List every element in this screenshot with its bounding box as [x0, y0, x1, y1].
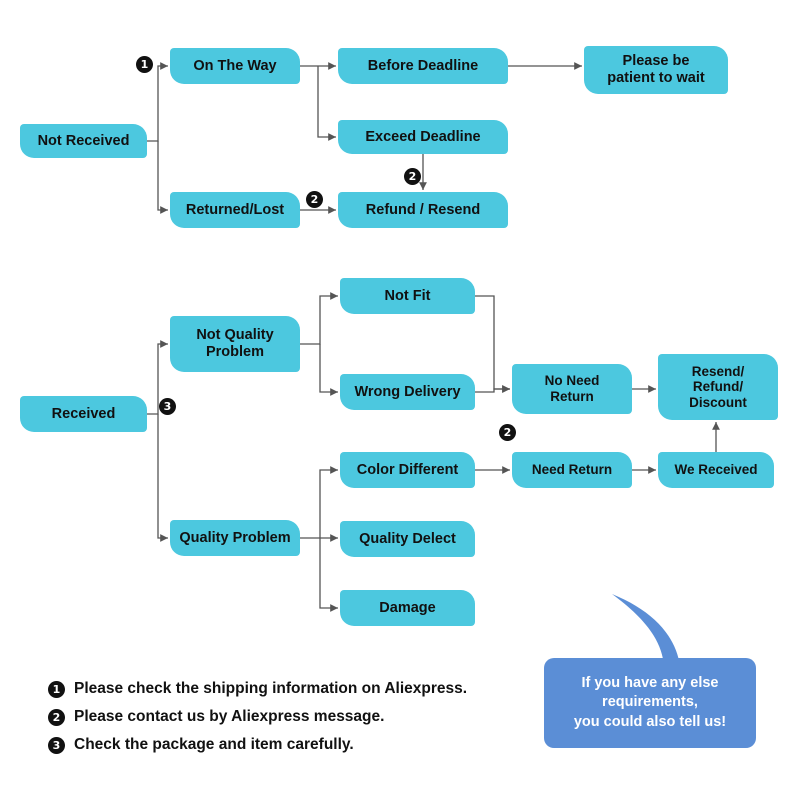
node-label: Quality Problem	[179, 529, 291, 546]
node-label: Color Different	[356, 461, 459, 478]
node-received	[20, 396, 147, 432]
node-not-received	[20, 124, 147, 158]
node-label: No Need Return	[544, 373, 600, 404]
node-label: Received	[51, 405, 116, 422]
speech-bubble	[544, 658, 756, 748]
legend-marker-1: 1	[48, 681, 65, 698]
legend-text: Check the package and item carefully.	[74, 736, 354, 753]
node-not-fit	[340, 278, 475, 314]
legend-marker-3: 3	[48, 737, 65, 754]
node-label: Wrong Delivery	[354, 383, 461, 400]
node-label: Need Return	[531, 462, 613, 478]
node-label: Resend/ Refund/ Discount	[689, 363, 747, 410]
node-label: Not Received	[37, 132, 130, 149]
legend-item	[48, 736, 568, 754]
legend-text: Please contact us by Aliexpress message.	[74, 708, 385, 725]
node-wrong-delivery	[340, 374, 475, 410]
step-marker-2b: 2	[404, 168, 421, 185]
node-label: Not Quality Problem	[196, 327, 274, 360]
node-please-be-patient	[584, 46, 728, 94]
node-damage	[340, 590, 475, 626]
step-marker-2c: 2	[499, 424, 516, 441]
node-quality-problem	[170, 520, 300, 556]
legend-text: Please check the shipping information on Aliexpress.	[74, 680, 468, 697]
node-label: Before Deadline	[367, 57, 479, 74]
step-marker-2a: 2	[306, 191, 323, 208]
legend-item	[48, 708, 568, 726]
node-no-need-return	[512, 364, 632, 414]
step-marker-1: 1	[136, 56, 153, 73]
speech-bubble-text: If you have any else requirements, you could also tell us!	[573, 674, 727, 730]
node-on-the-way	[170, 48, 300, 84]
node-returned-lost	[170, 192, 300, 228]
node-label: Please be patient to wait	[607, 53, 705, 86]
node-refund-resend	[338, 192, 508, 228]
node-quality-delect	[340, 521, 475, 557]
node-label: Exceed Deadline	[365, 128, 481, 145]
node-color-different	[340, 452, 475, 488]
node-label: We Received	[674, 462, 758, 478]
node-need-return	[512, 452, 632, 488]
step-marker-3: 3	[159, 398, 176, 415]
node-we-received	[658, 452, 774, 488]
node-label: On The Way	[193, 57, 277, 74]
node-label: Not Fit	[384, 287, 431, 304]
node-label: Returned/Lost	[185, 201, 285, 218]
legend-marker-2: 2	[48, 709, 65, 726]
node-label: Quality Delect	[359, 530, 456, 547]
node-before-deadline	[338, 48, 508, 84]
node-exceed-deadline	[338, 120, 508, 154]
legend	[48, 680, 568, 764]
node-resend-refund-discount	[658, 354, 778, 420]
legend-item	[48, 680, 568, 698]
node-label: Damage	[379, 599, 436, 616]
node-not-quality-problem	[170, 316, 300, 372]
speech-bubble-tail-icon	[606, 592, 686, 666]
node-label: Refund / Resend	[365, 201, 481, 218]
